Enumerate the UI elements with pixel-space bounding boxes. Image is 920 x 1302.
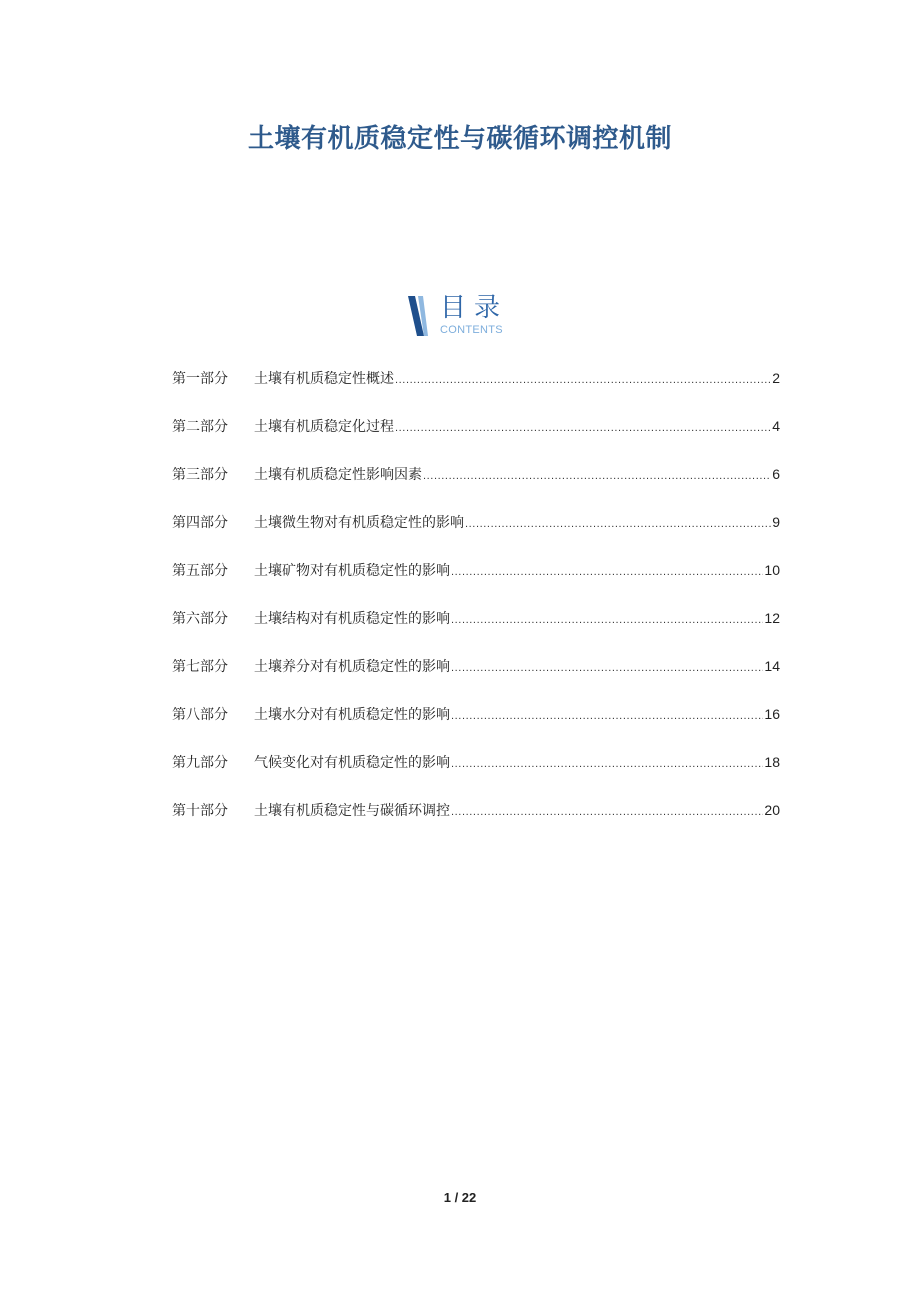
toc-entry-page: 20 — [764, 802, 780, 818]
toc-entry[interactable] — [172, 364, 780, 412]
toc-entry[interactable] — [172, 748, 780, 796]
toc-leader-dots — [465, 510, 771, 538]
toc-leader-dots — [451, 798, 763, 826]
toc-leader-dots — [451, 750, 763, 778]
toc-leader-dots — [395, 414, 771, 442]
toc-entry-page: 16 — [764, 706, 780, 722]
toc-entry-title: 土壤有机质稳定性与碳循环调控 — [254, 803, 450, 819]
toc-entry[interactable] — [172, 556, 780, 604]
toc-entry-part: 第七部分 — [172, 659, 228, 675]
toc-entry[interactable] — [172, 412, 780, 460]
toc-entry-page: 6 — [772, 466, 780, 482]
toc-header — [406, 292, 526, 342]
toc-leader-dots — [451, 654, 763, 682]
page-number: 1 / 22 — [443, 1190, 477, 1205]
toc-entry-part: 第二部分 — [172, 419, 228, 435]
toc-entry-title: 土壤有机质稳定性影响因素 — [254, 467, 422, 483]
document-title: 土壤有机质稳定性与碳循环调控机制 — [247, 124, 672, 154]
toc-entry[interactable] — [172, 796, 780, 844]
toc-entry-title: 土壤养分对有机质稳定性的影响 — [254, 659, 450, 675]
toc-entry-title: 土壤有机质稳定性概述 — [254, 371, 394, 387]
toc-entry[interactable] — [172, 508, 780, 556]
toc-leader-dots — [451, 558, 763, 586]
toc-entry-page: 2 — [772, 370, 780, 386]
toc-leader-dots — [395, 366, 771, 394]
toc-entry-page: 4 — [772, 418, 780, 434]
toc-entry-part: 第六部分 — [172, 611, 228, 627]
toc-entry-part: 第三部分 — [172, 467, 228, 483]
toc-heading: 目录 — [440, 293, 509, 323]
toc-entry-part: 第八部分 — [172, 707, 228, 723]
toc-entry-title: 土壤微生物对有机质稳定性的影响 — [254, 515, 464, 531]
toc-leader-dots — [451, 606, 763, 634]
toc-entry-title: 土壤有机质稳定化过程 — [254, 419, 394, 435]
toc-decoration-icon — [406, 292, 430, 338]
toc-entry-part: 第五部分 — [172, 563, 228, 579]
toc-entry-title: 土壤矿物对有机质稳定性的影响 — [254, 563, 450, 579]
toc-entry-title: 土壤结构对有机质稳定性的影响 — [254, 611, 450, 627]
toc-leader-dots — [451, 702, 763, 730]
toc-entry-title: 土壤水分对有机质稳定性的影响 — [254, 707, 450, 723]
toc-entry[interactable] — [172, 604, 780, 652]
toc-entry-page: 14 — [764, 658, 780, 674]
toc-entry-page: 9 — [772, 514, 780, 530]
toc-subheading: CONTENTS — [440, 324, 503, 336]
toc-entry-page: 18 — [764, 754, 780, 770]
toc-entry-part: 第九部分 — [172, 755, 228, 771]
toc-leader-dots — [423, 462, 771, 490]
toc-entry-part: 第一部分 — [172, 371, 228, 387]
toc-entry[interactable] — [172, 652, 780, 700]
toc-entry-page: 10 — [764, 562, 780, 578]
toc-entry-title: 气候变化对有机质稳定性的影响 — [254, 755, 450, 771]
toc-entry-part: 第四部分 — [172, 515, 228, 531]
toc-list — [172, 364, 780, 844]
toc-entry[interactable] — [172, 460, 780, 508]
toc-entry-page: 12 — [764, 610, 780, 626]
toc-entry-part: 第十部分 — [172, 803, 228, 819]
toc-entry[interactable] — [172, 700, 780, 748]
